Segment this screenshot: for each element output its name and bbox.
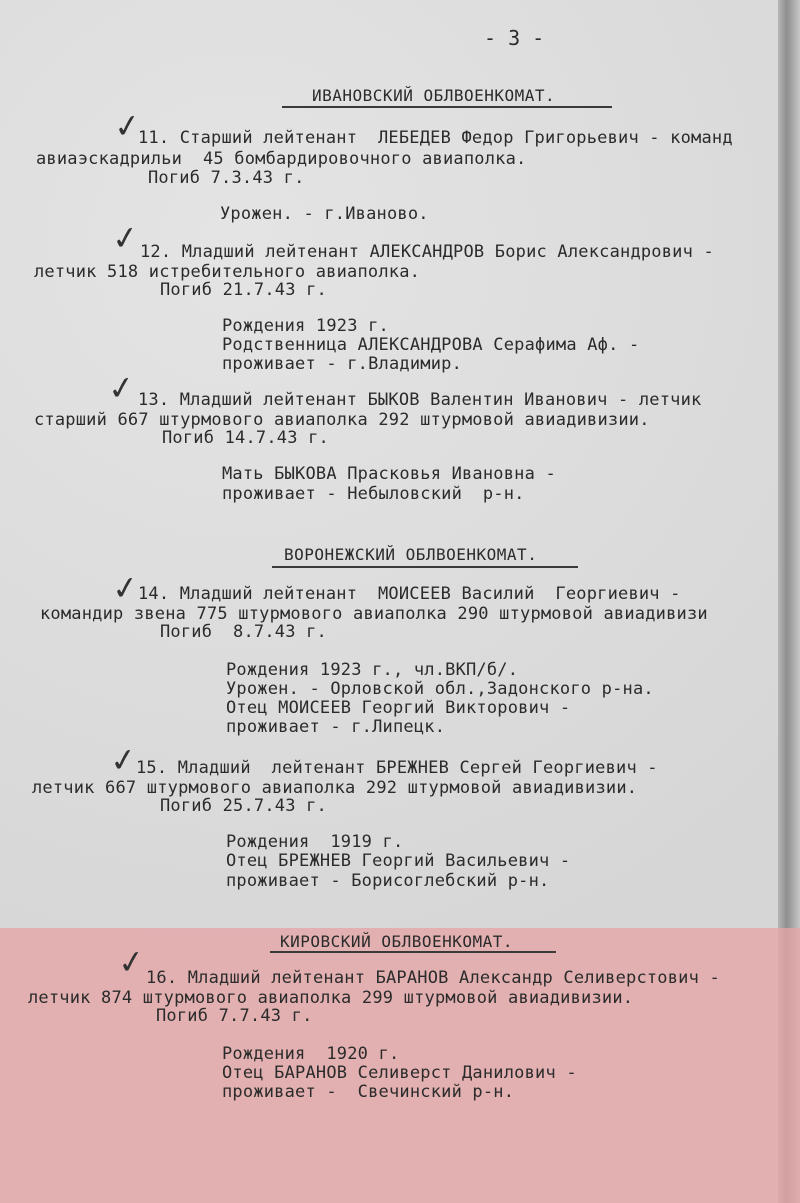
- heading-underline: [282, 106, 612, 108]
- entry-15-line-4: Рождения 1919 г.: [226, 832, 404, 852]
- check-mark-icon: ✓: [115, 941, 148, 983]
- entry-12-line-3: Погиб 21.7.43 г.: [160, 280, 327, 300]
- heading-underline: [272, 566, 578, 568]
- check-mark-icon: ✓: [109, 567, 142, 609]
- check-mark-icon: ✓: [111, 105, 144, 147]
- entry-13-line-5: проживает - Небыловский р-н.: [222, 484, 525, 504]
- heading-underline: [270, 951, 556, 953]
- entry-12-line-6: проживает - г.Владимир.: [222, 354, 463, 374]
- entry-15-line-2: летчик 667 штурмового авиаполка 292 штурмовой авиадивизии.: [32, 778, 638, 798]
- entry-14-line-7: проживает - г.Липецк.: [226, 717, 446, 737]
- entry-16-line-3: Погиб 7.7.43 г.: [156, 1006, 313, 1026]
- entry-16-line-5: Отец БАРАНОВ Селиверст Данилович -: [222, 1063, 577, 1083]
- entry-15-line-1: 15. Младший лейтенант БРЕЖНЕВ Сергей Георгиевич -: [136, 758, 658, 778]
- entry-15-line-3: Погиб 25.7.43 г.: [160, 796, 327, 816]
- entry-11-line-1: 11. Старший лейтенант ЛЕБЕДЕВ Федор Григорьевич - команд: [138, 128, 733, 148]
- entry-11-line-3: Погиб 7.3.43 г.: [148, 168, 305, 188]
- entry-13-line-4: Мать БЫКОВА Прасковья Ивановна -: [222, 464, 556, 484]
- page-number: - 3 -: [484, 26, 545, 50]
- entry-12-line-4: Рождения 1923 г.: [222, 316, 389, 336]
- entry-16-line-4: Рождения 1920 г.: [222, 1044, 400, 1064]
- section-heading-voronezh: ВОРОНЕЖСКИЙ ОБЛВОЕНКОМАТ.: [284, 545, 538, 564]
- entry-16-line-1: 16. Младший лейтенант БАРАНОВ Александр Селиверстович -: [146, 968, 720, 988]
- entry-12-line-5: Родственница АЛЕКСАНДРОВА Серафима Аф. -: [222, 335, 640, 355]
- entry-13-line-2: старший 667 штурмового авиаполка 292 штурмовой авиадивизии.: [34, 410, 650, 430]
- entry-14-line-5: Урожен. - Орловской обл.,Задонского р-на.: [226, 679, 654, 699]
- entry-11-line-2: авиаэскадрильи 45 бомбардировочного авиаполка.: [36, 149, 527, 169]
- check-mark-icon: ✓: [107, 739, 140, 781]
- entry-14-line-2: командир звена 775 штурмового авиаполка 290 штурмовой авиадивизи: [40, 604, 708, 624]
- entry-14-line-4: Рождения 1923 г., чл.ВКП/б/.: [226, 660, 519, 680]
- entry-14-line-3: Погиб 8.7.43 г.: [160, 622, 327, 642]
- section-heading-ivanovo: ИВАНОВСКИЙ ОБЛВОЕНКОМАТ.: [312, 86, 556, 105]
- section-heading-kirov: КИРОВСКИЙ ОБЛВОЕНКОМАТ.: [280, 932, 514, 951]
- entry-15-line-6: проживает - Борисоглебский р-н.: [226, 871, 550, 891]
- entry-13-line-1: 13. Младший лейтенант БЫКОВ Валентин Иванович - летчик: [138, 390, 702, 410]
- entry-14-line-1: 14. Младший лейтенант МОИСЕЕВ Василий Георгиевич -: [138, 584, 681, 604]
- check-mark-icon: ✓: [109, 217, 142, 259]
- entry-11-line-4: Урожен. - г.Иваново.: [220, 204, 429, 224]
- check-mark-icon: ✓: [105, 367, 138, 409]
- entry-12-line-2: летчик 518 истребительного авиаполка.: [34, 262, 421, 282]
- entry-16-line-6: проживает - Свечинский р-н.: [222, 1082, 515, 1102]
- entry-14-line-6: Отец МОИСЕЕВ Георгий Викторович -: [226, 698, 571, 718]
- entry-16-line-2: летчик 874 штурмового авиаполка 299 штурмовой авиадивизии.: [28, 988, 634, 1008]
- entry-12-line-1: 12. Младший лейтенант АЛЕКСАНДРОВ Борис Александрович -: [140, 242, 714, 262]
- entry-15-line-5: Отец БРЕЖНЕВ Георгий Васильевич -: [226, 851, 571, 871]
- entry-13-line-3: Погиб 14.7.43 г.: [162, 428, 329, 448]
